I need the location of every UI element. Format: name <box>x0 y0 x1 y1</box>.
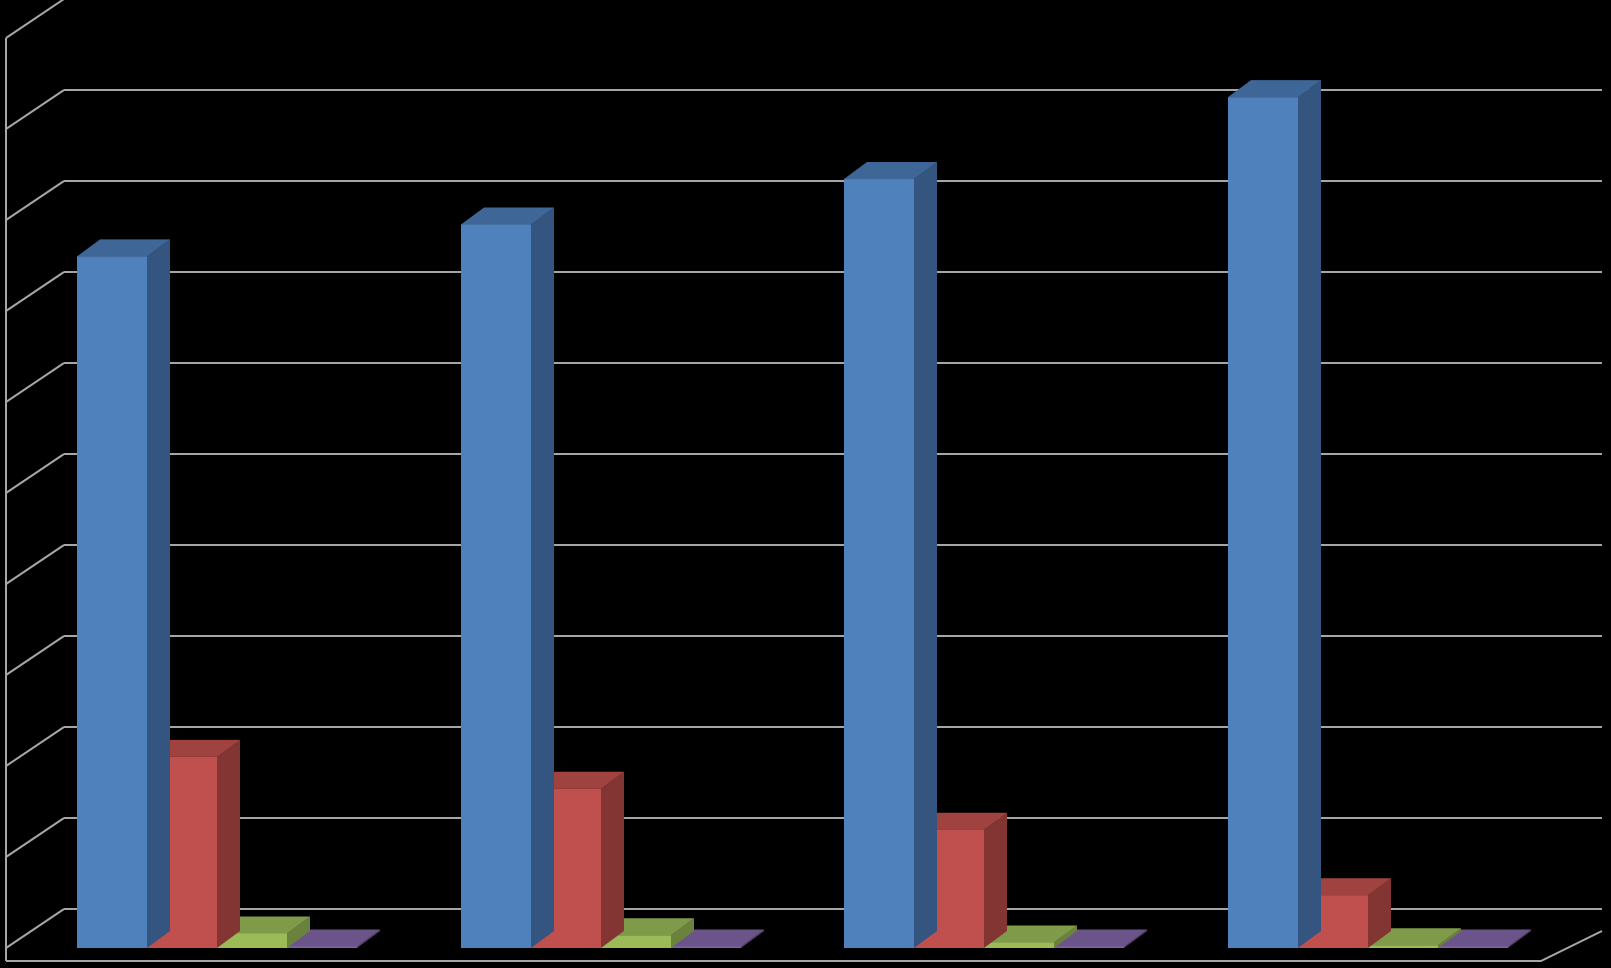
gridline-side <box>6 363 64 402</box>
bar <box>1228 80 1321 948</box>
bar-front <box>1228 97 1298 948</box>
bar-side <box>217 740 240 948</box>
bar <box>77 239 170 948</box>
bar <box>844 162 937 948</box>
bar-front <box>984 943 1054 948</box>
bar-side <box>601 772 624 948</box>
bar-front <box>287 947 357 949</box>
gridline-side <box>6 545 64 584</box>
gridline-side <box>6 818 64 857</box>
gridline-side <box>6 636 64 675</box>
gridline-side <box>6 454 64 493</box>
bar-front <box>1368 945 1438 948</box>
bar-side <box>914 162 937 948</box>
bar-side <box>531 208 554 948</box>
bar-side <box>1298 80 1321 948</box>
bar-front <box>1054 947 1124 949</box>
bar-front <box>77 256 147 948</box>
gridline-side <box>6 272 64 311</box>
bar-front <box>461 225 531 948</box>
chart-walls <box>6 38 1602 961</box>
gridline-side <box>6 909 64 948</box>
gridlines <box>6 0 1602 948</box>
bar-side <box>147 239 170 948</box>
gridline-side <box>6 181 64 220</box>
gridline-side <box>6 727 64 766</box>
bar-front <box>844 179 914 948</box>
gridline-side <box>6 0 64 38</box>
gridline-side <box>6 90 64 129</box>
bar-front <box>671 947 741 949</box>
bar-side <box>984 813 1007 948</box>
bar <box>461 208 554 948</box>
bar-front <box>1438 947 1508 949</box>
